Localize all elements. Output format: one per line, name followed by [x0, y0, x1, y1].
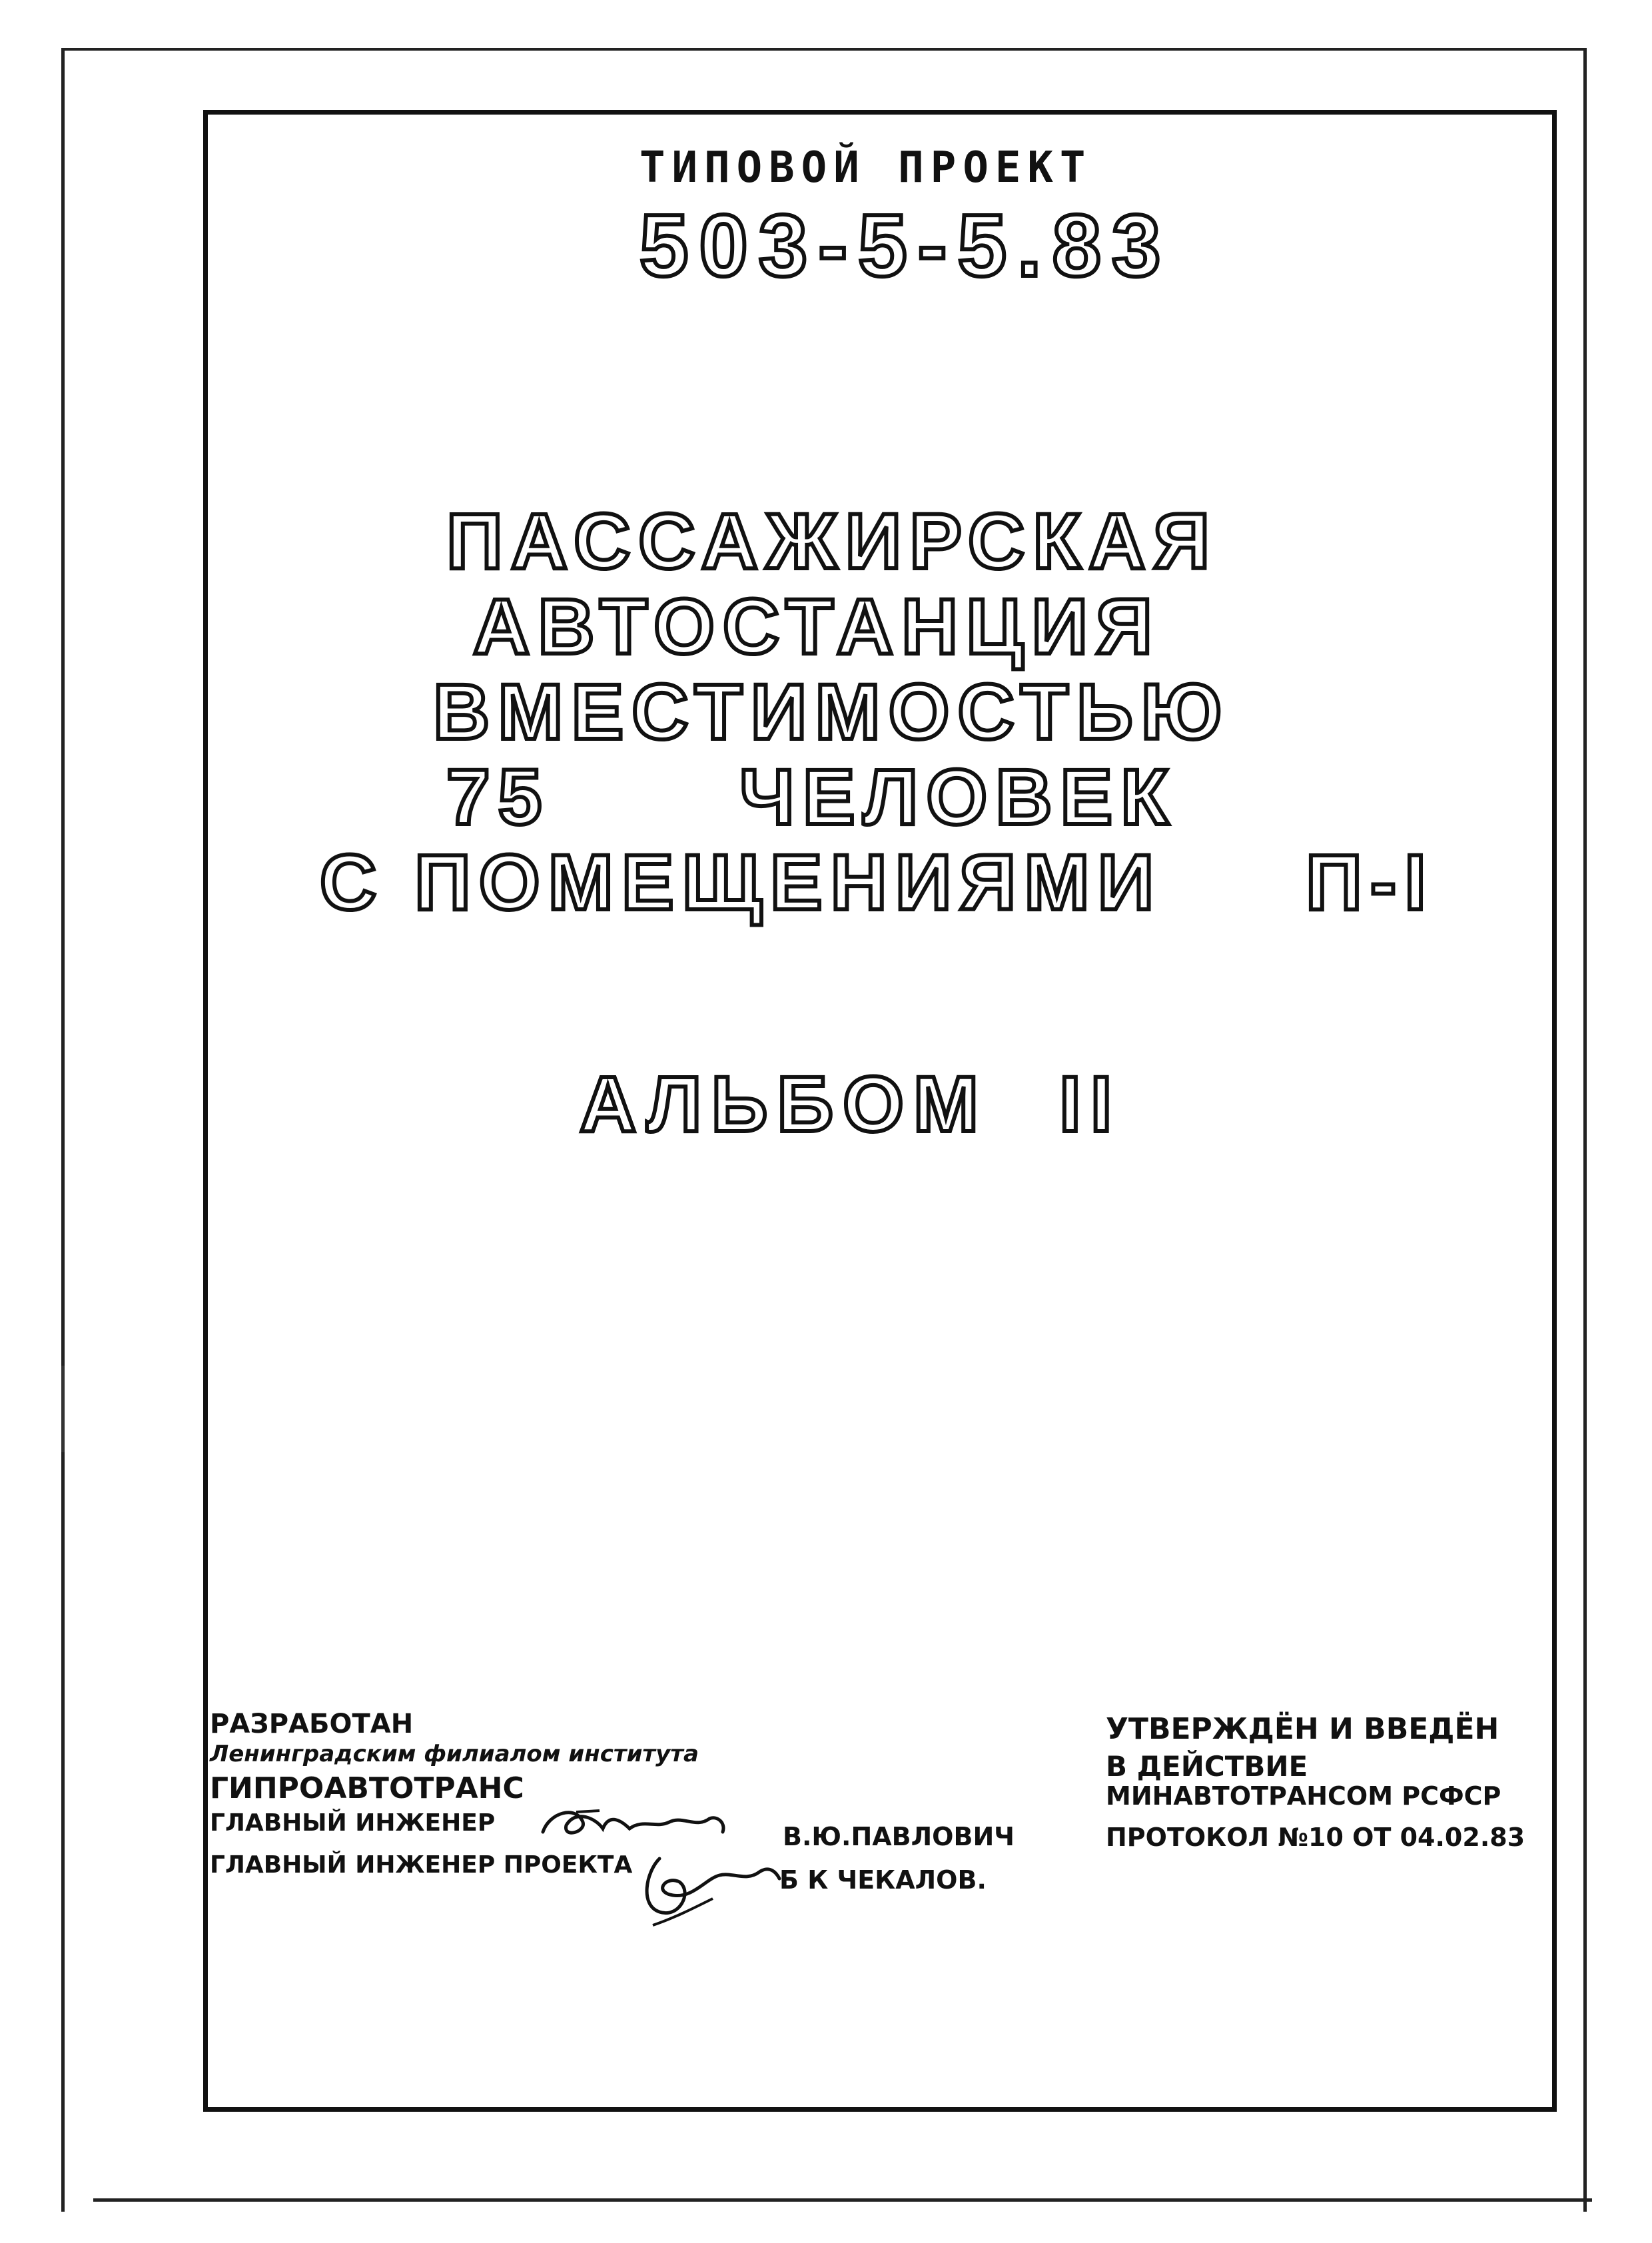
bottom-rule	[93, 2198, 1592, 2202]
project-code: 503-5-5.83	[639, 197, 1172, 294]
title-line-2: АВТОСТАНЦИЯ	[473, 583, 1161, 671]
branch-text: Ленинградским филиалом института	[210, 1741, 699, 1767]
signature-2	[633, 1845, 786, 1932]
chief-engineer-label: ГЛАВНЫЙ ИНЖЕНЕР	[210, 1809, 496, 1837]
title-line-4-number: 75	[446, 753, 550, 841]
chief-engineer-name: В.Ю.ПАВЛОВИЧ	[783, 1822, 1015, 1851]
developed-by-label: РАЗРАБОТАН	[210, 1709, 414, 1739]
approval-line-1: УТВЕРЖДЁН И ВВЕДЁН	[1106, 1712, 1499, 1746]
title-line-3: ВМЕСТИМОСТЬЮ	[433, 668, 1230, 756]
chief-project-engineer-label: ГЛАВНЫЙ ИНЖЕНЕР ПРОЕКТА	[210, 1851, 633, 1879]
approval-protocol: ПРОТОКОЛ №10 ОТ 04.02.83	[1106, 1823, 1525, 1852]
approval-line-2: В ДЕЙСТВИЕ	[1106, 1750, 1308, 1783]
title-line-4-word: ЧЕЛОВЕК	[739, 753, 1177, 841]
project-stamp	[639, 143, 1171, 296]
title-line-1: ПАССАЖИРСКАЯ	[446, 498, 1218, 586]
album-number: II	[1058, 1061, 1122, 1148]
institute-name: ГИПРОАВТОТРАНС	[210, 1771, 524, 1805]
album-label: АЛЬБОМ	[580, 1061, 989, 1148]
approval-block	[1106, 1712, 1525, 1852]
margin-tick	[61, 1366, 65, 1452]
approval-line-3: МИНАВТОТРАНСОМ РСФСР	[1106, 1781, 1501, 1811]
signature-1	[536, 1792, 736, 1852]
album-title	[580, 1059, 1122, 1150]
title-line-5-text: С ПОМЕЩЕНИЯМИ	[320, 839, 1162, 927]
project-type-label: ТИПОВОЙ ПРОЕКТ	[639, 143, 1092, 193]
title-line-5-code: П-I	[1306, 839, 1434, 927]
chief-project-engineer-name: Б К ЧЕКАЛОВ.	[779, 1865, 987, 1895]
